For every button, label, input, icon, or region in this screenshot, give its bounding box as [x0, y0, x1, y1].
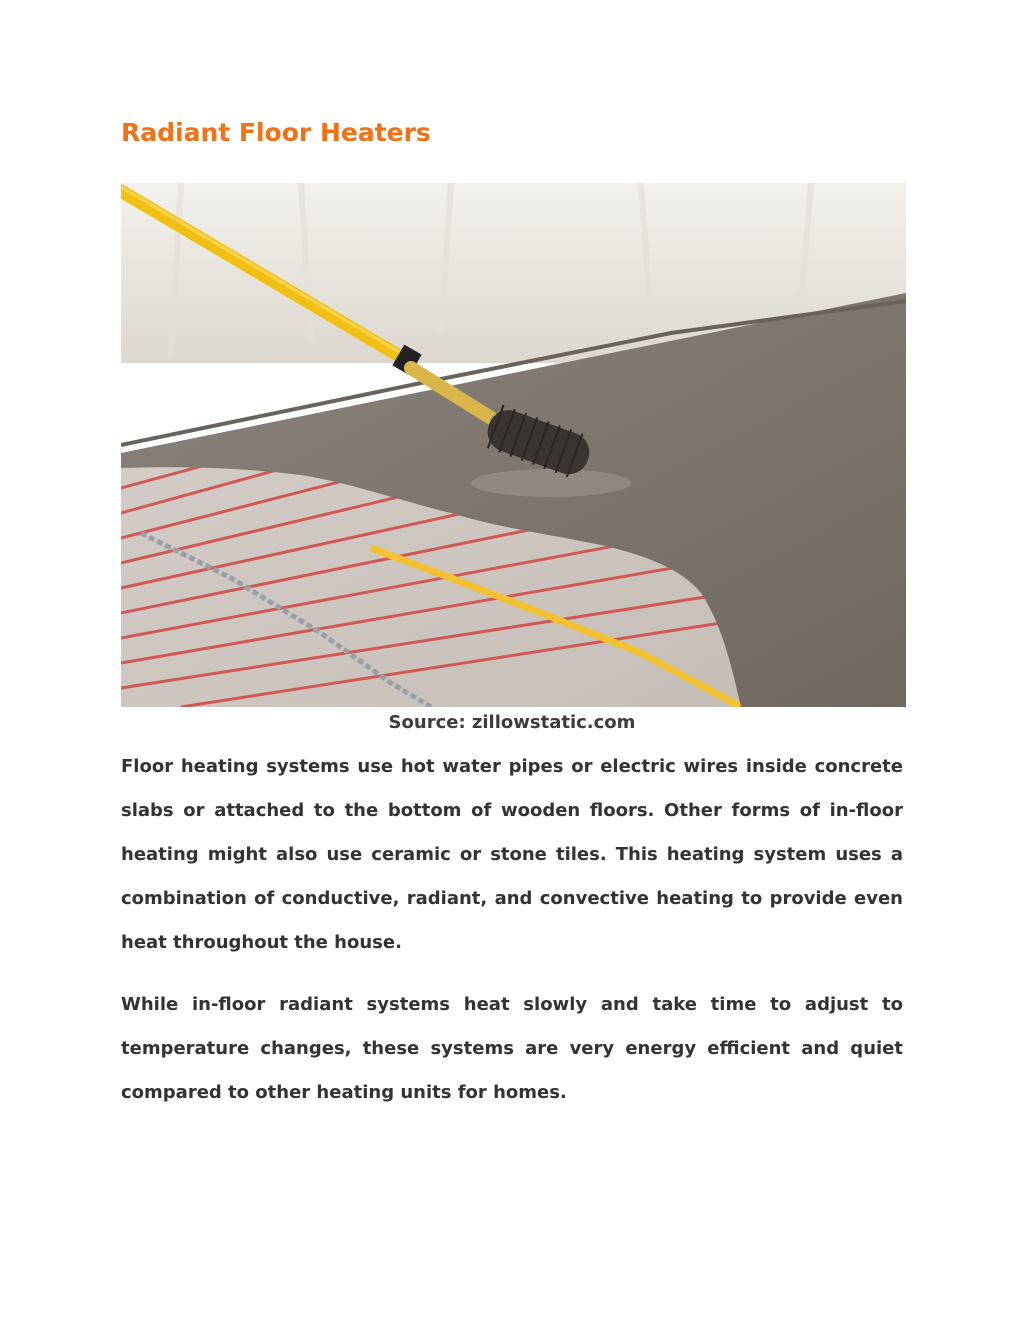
paragraph: While in-floor radiant systems heat slowly and take time to adjust to temperature changes, these systems are very energy efficient and quiet compared to other heating units for homes.: [121, 994, 903, 1103]
paragraph: Floor heating systems use hot water pipes or electric wires inside concrete slabs or attached to the bottom of wooden floors. Other forms of in-floor heating might also use ceramic or stone tiles. This heating system uses a combination of conductive, radiant, and convective heating to provide even heat throughout the house.: [121, 756, 903, 953]
image-caption: Source: zillowstatic.com: [388, 712, 636, 733]
floor-heating-photo: [121, 183, 906, 707]
page-title: Radiant Floor Heaters: [121, 118, 431, 147]
